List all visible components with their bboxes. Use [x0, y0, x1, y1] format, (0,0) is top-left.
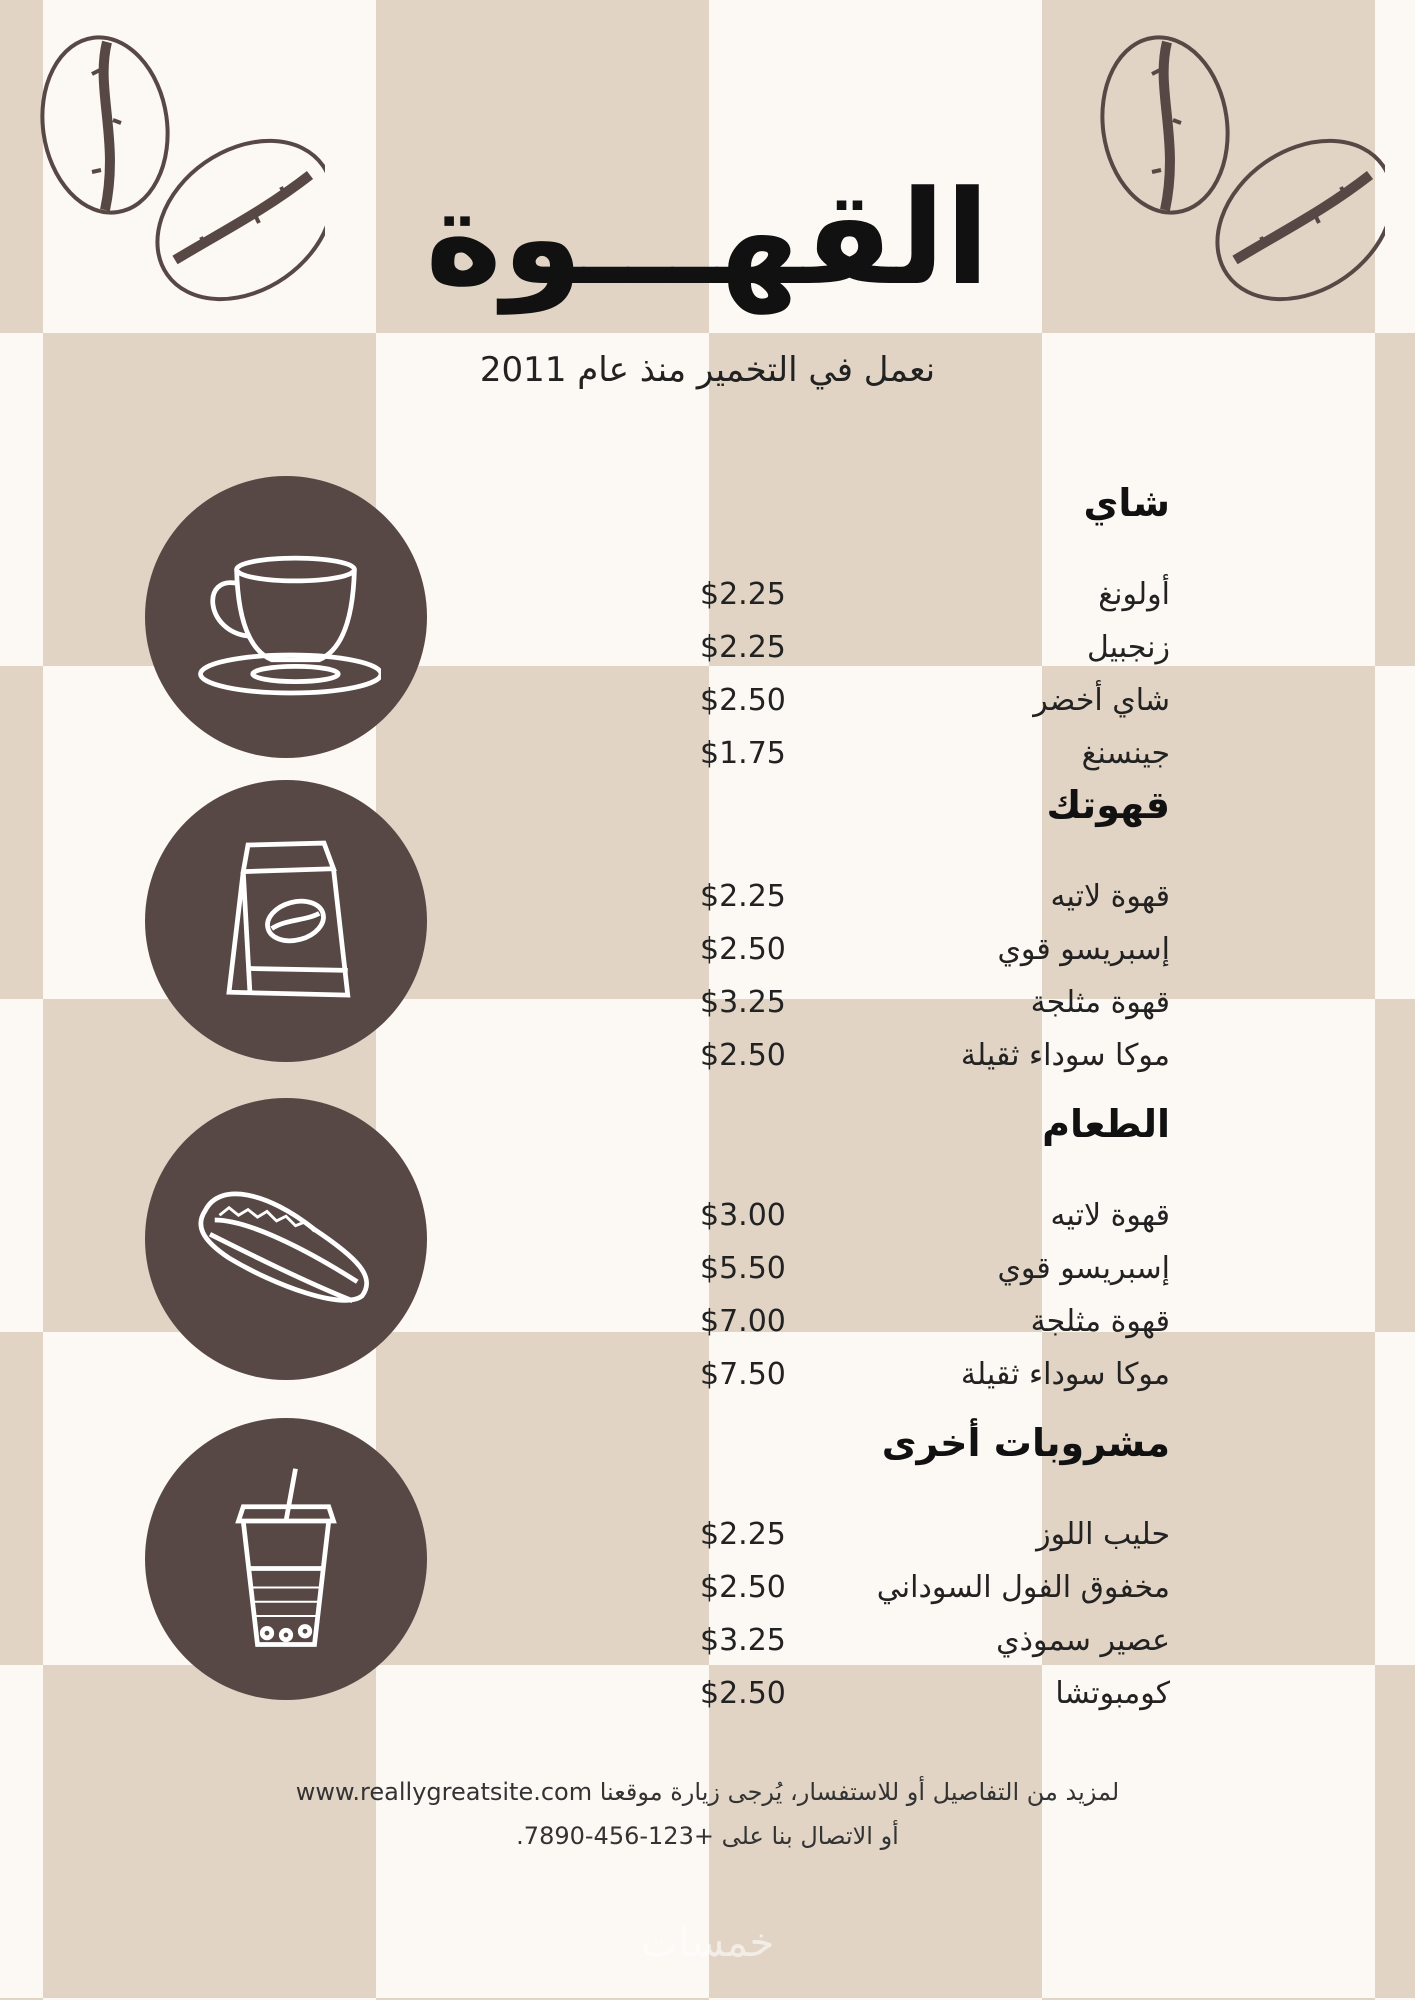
coffee-bag-circle [145, 780, 427, 1062]
list-item [700, 1508, 1170, 1561]
section-title: شاي [1083, 481, 1170, 525]
item-name: إسبريسو قوي [997, 932, 1170, 967]
section-title: الطعام [1042, 1102, 1170, 1146]
footer-line-phone: أو الاتصال بنا على +123-456-7890. [516, 1822, 899, 1850]
footer-contact [0, 1770, 1415, 1858]
hotdog-circle [145, 1098, 427, 1380]
list-item [700, 1295, 1170, 1348]
list-item [700, 1029, 1170, 1082]
item-name: جينسنغ [1081, 736, 1170, 771]
list-item [700, 1614, 1170, 1667]
item-name: عصير سموذي [996, 1623, 1170, 1658]
item-price: $2.50 [700, 932, 786, 967]
item-name: قهوة مثلجة [1030, 985, 1170, 1020]
item-name: حليب اللوز [1036, 1517, 1170, 1552]
section-title: مشروبات أخرى [881, 1421, 1170, 1465]
item-name: موكا سوداء ثقيلة [960, 1357, 1170, 1392]
section-title: قهوتك [1046, 783, 1170, 827]
hotdog-icon [191, 1144, 381, 1334]
item-price: $7.00 [700, 1304, 786, 1339]
item-price: $2.25 [700, 630, 786, 665]
list-item [700, 1348, 1170, 1401]
item-price: $3.25 [700, 1623, 786, 1658]
item-price: $2.25 [700, 577, 786, 612]
item-price: $5.50 [700, 1251, 786, 1286]
menu-section-tea [700, 478, 1170, 780]
list-item [700, 870, 1170, 923]
list-item [700, 1189, 1170, 1242]
list-item [700, 621, 1170, 674]
item-name: إسبريسو قوي [997, 1251, 1170, 1286]
item-price: $2.50 [700, 683, 786, 718]
list-item [700, 1242, 1170, 1295]
item-name: قهوة لاتيه [1050, 879, 1170, 914]
list-item [700, 1667, 1170, 1720]
list-item [700, 727, 1170, 780]
footer-line-website: لمزيد من التفاصيل أو للاستفسار، يُرجى زيارة موقعنا www.reallygreatsite.com [295, 1778, 1120, 1806]
item-name: أولونغ [1098, 577, 1170, 612]
item-price: $2.50 [700, 1038, 786, 1073]
list-item [700, 923, 1170, 976]
item-price: $3.00 [700, 1198, 786, 1233]
item-name: قهوة مثلجة [1030, 1304, 1170, 1339]
list-item [700, 568, 1170, 621]
item-name: مخفوق الفول السوداني [876, 1570, 1170, 1605]
page-subtitle: نعمل في التخمير منذ عام 2011 [479, 350, 936, 390]
page-title: القهـــوة [425, 162, 990, 314]
item-name: قهوة لاتيه [1050, 1198, 1170, 1233]
item-name: زنجبيل [1086, 630, 1170, 665]
coffee-bag-icon [191, 826, 381, 1016]
watermark-logo: خمسات [640, 1920, 775, 1966]
item-price: $7.50 [700, 1357, 786, 1392]
iced-drink-circle [145, 1418, 427, 1700]
list-item [700, 976, 1170, 1029]
menu-section-coffee [700, 780, 1170, 1082]
iced-drink-icon [191, 1464, 381, 1654]
item-price: $2.25 [700, 879, 786, 914]
item-price: $3.25 [700, 985, 786, 1020]
list-item [700, 1561, 1170, 1614]
menu-section-food [700, 1099, 1170, 1401]
item-price: $2.25 [700, 1517, 786, 1552]
coffee-cup-circle [145, 476, 427, 758]
menu-section-other-drinks [700, 1418, 1170, 1720]
item-name: موكا سوداء ثقيلة [960, 1038, 1170, 1073]
item-name: كومبوتشا [1055, 1676, 1170, 1711]
item-price: $2.50 [700, 1570, 786, 1605]
coffee-cup-icon [191, 522, 381, 712]
list-item [700, 674, 1170, 727]
item-price: $1.75 [700, 736, 786, 771]
item-name: شاي أخضر [1033, 683, 1170, 718]
item-price: $2.50 [700, 1676, 786, 1711]
